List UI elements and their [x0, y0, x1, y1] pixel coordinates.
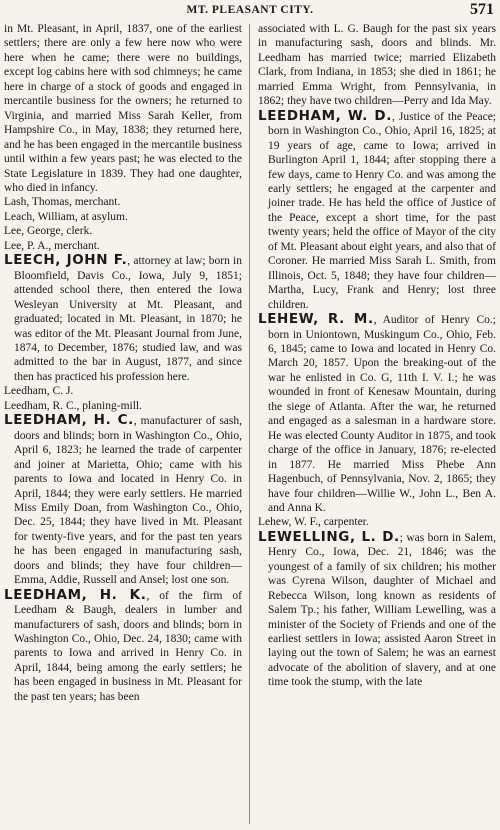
biography-entry: [258, 312, 496, 515]
continued-text: in Mt. Pleasant, in April, 1837, one of the earliest settlers; there are only a few here now who were here when he came; there were no buildings, except log cabins here with sod chimneys; he came here in charge of a stock of goods and engaged in mercantile business for the owners; he returned to Virginia, and married Miss Sarah Keller, from Hampshire Co., in May, 1838; they returned here, and he has been engaged in the mercantile business until within a few years past; he was elected to the State Legislature in 1839. They had one daughter, who died in infancy.: [4, 23, 242, 194]
biography-entry: [258, 109, 496, 312]
entry-name: LEWELLING, L. D.: [258, 528, 400, 545]
left-column: [4, 22, 242, 704]
entry-text: , attorney at law; born in Bloomfield, Davis Co., Iowa, July 9, 1851; attended school there, then entered the Iowa Wesleyan University at Mt. Pleasant, and graduated; located in Mt. Pleasant, in 1870; he was editor of the Mt. Pleasant Journal from June, 1874, to December, 1876; studied law, and was admitted to the bar in August, 1877, and since then has practiced his profession here.: [14, 255, 242, 383]
directory-line: Lehew, W. F., carpenter.: [258, 516, 369, 529]
running-header: [0, 0, 500, 22]
entry-text: ; was born in Salem, Henry Co., Iowa, Dec. 21, 1846; was the youngest of a family of six children; his mother was Cyrena Wilson, daughter of Michael and Rebecca Wilson, long known as residents of Salem Tp.; his father, William Lewelling, was a minister of the Society of Friends and one of the earliest settlers in Iowa; assisted Aaron Street in laying out the town of Salem; he was an earnest advocate of the abolition of slavery, and at one time took the stump, with the late: [268, 531, 496, 689]
biography-entry: [4, 413, 242, 587]
page-title: MT. PLEASANT CITY.: [186, 4, 314, 16]
directory-line: Lee, P. A., merchant.: [4, 239, 100, 252]
entry-text: , manufacturer of sash, doors and blinds; born in Washington Co., Ohio, April 6, 1823; he learned the trade of carpenter and joiner at Marietta, Ohio; came with his parents to Iowa and located in Henry Co. in April, 1844; they were early settlers. He married Miss Emily Doan, from Washington Co., Ohio, Dec. 25, 1844; they have lived in Mt. Pleasant for twenty-five years, and for the past ten years he has been engaged in manufacturing sash, doors and blinds; they have four children—Emma, Addie, Russell and Ansel; lost one son.: [14, 415, 242, 587]
biography-entry: [258, 530, 496, 690]
page-number: 571: [470, 1, 494, 18]
directory-line: Lash, Thomas, merchant.: [4, 196, 121, 209]
entry-text: , of the firm of Leedham & Baugh, dealers in lumber and manufacturers of sash, doors and blinds; born in Washington Co., Ohio, Dec. 24, 1830; came with parents to Iowa and arrived in Henry Co. in April, 1844, being among the early settlers; he has been engaged in business in Mt. Pleasant for the past ten years; has been: [14, 589, 242, 703]
entry-name: LEHEW, R. M.: [258, 311, 374, 328]
continued-text: associated with L. G. Baugh for the past six years in manufacturing sash, doors and blinds. Mr. Leedham has married twice; married Elizabeth Clark, from Indiana, in 1853; she died in 1861; he married Emma Wright, from Pennsylvania, in 1862; they have two children—Perry and Ida May.: [258, 23, 496, 108]
right-column: [258, 22, 496, 690]
entry-name: LEEDHAM, W. D.: [258, 107, 392, 124]
entry-name: LEEDHAM, H. K.: [4, 586, 147, 603]
entry-text: , Auditor of Henry Co.; born in Uniontown, Muskingum Co., Ohio, Feb. 6, 1845; came to Iowa and located in Henry Co. March 20, 1857. Upon the breaking-out of the war he enlisted in Co. G, 11th I. V. I.; he was wounded in front of Kenesaw Mountain, during the siege of Atlanta. After the war, he returned and engaged as a salesman in a hardware store. He was elected County Auditor in 1875, and took charge of the office in January, 1876; re-elected in 1877. He married Miss Phebe Ann Hagenbuch, of Pennsylvania, Nov. 2, 1865; they have four children—Willie W., John L., Ben A. and Anna K.: [268, 314, 497, 514]
directory-line: Leedham, C. J.: [4, 385, 74, 398]
directory-line: Lee, George, clerk.: [4, 225, 93, 238]
directory-line: Leach, William, at asylum.: [4, 210, 128, 223]
column-divider: [249, 24, 250, 824]
directory-line: Leedham, R. C., planing-mill.: [4, 399, 142, 412]
entry-name: LEEDHAM, H. C.: [4, 412, 134, 429]
entry-name: LEECH, JOHN F.: [4, 252, 128, 269]
biography-entry: [4, 253, 242, 384]
entry-text: , Justice of the Peace; born in Washington Co., Ohio, April 16, 1825; at 19 years of age, came to Iowa; arrived in Burlington April 1, 1844; after stopping there a few days, came to Henry Co. and was among the early settlers; he engaged at the carpenter and joiner trade. He has held the office of Justice of the Peace, except a short time, for the past twenty years; held the office of Mayor of the city of Mt. Pleasant about eight years, and also that of Coroner. He married Miss Sarah L. Smith, from Illinois, Oct. 5, 1848; they have four children—Martha, Lucy, Frank and Henry; lost three children.: [268, 110, 496, 311]
biography-entry: [4, 588, 242, 705]
